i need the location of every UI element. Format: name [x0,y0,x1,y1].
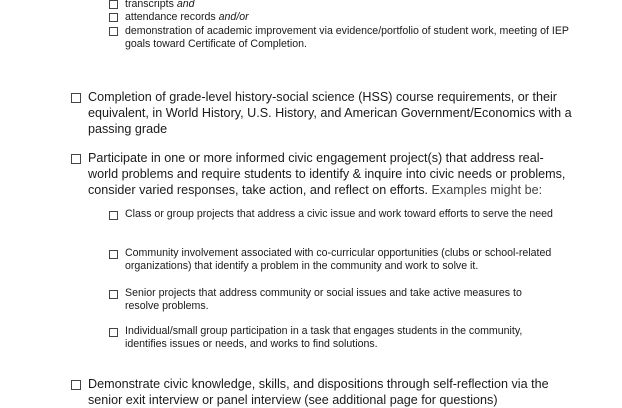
demonstrate-civic-text: Demonstrate civic knowledge, skills, and dispositions through self-reflection via the senior exit interview or panel interview (see additional page for questions) [88,377,549,407]
civic-engagement-description: Participate in one or more informed civic engagement project(s) that address real-world problems and require students to identify & inquire into civic needs or problems, consider varied responses, take action, and reflect on efforts. [88,151,566,197]
item-text: demonstration of academic improvement via evidence/portfolio of student work, meeting of IEP goals toward Certificate of Completion. [125,25,569,50]
item-text: attendance records [125,11,219,23]
checkbox-attendance[interactable] [109,13,118,22]
list-item-attendance [125,11,595,24]
item-emphasis: and [176,0,195,10]
checkbox-hss-completion[interactable] [71,93,81,103]
civic-engagement-text [88,150,573,198]
list-item-transcripts [125,0,595,11]
checkbox-example-community[interactable] [109,250,118,259]
checkbox-transcripts[interactable] [109,0,118,9]
example-senior-projects: Senior projects that address community or social issues and take active measures to resolve problems. [125,287,522,312]
checkbox-example-senior-projects[interactable] [109,290,118,299]
checkbox-example-class-projects[interactable] [109,211,118,220]
checkbox-example-individual[interactable] [109,328,118,337]
item-text: transcripts [125,0,177,10]
example-class-projects: Class or group projects that address a civic issue and work toward efforts to serve the need [125,208,553,220]
checkbox-demonstrate-civic[interactable] [71,380,81,390]
list-item-academic-improvement [125,25,593,51]
hss-requirement-text: Completion of grade-level history-social science (HSS) course requirements, or their equivalent, in World History, U.S. History, and American Government/Economics with a passing grade [88,90,572,136]
checkbox-civic-engagement[interactable] [71,154,81,164]
item-emphasis: and/or [218,11,249,23]
examples-label: Examples might be: [428,183,543,197]
checkbox-academic-improvement[interactable] [109,27,118,36]
example-community-involvement: Community involvement associated with co-curricular opportunities (clubs or school-related organizations) that identify a problem in the community and work to solve it. [125,247,552,272]
example-individual-participation: Individual/small group participation in a task that engages students in the community, identifies issues or needs, and works to find solutions. [125,325,523,350]
